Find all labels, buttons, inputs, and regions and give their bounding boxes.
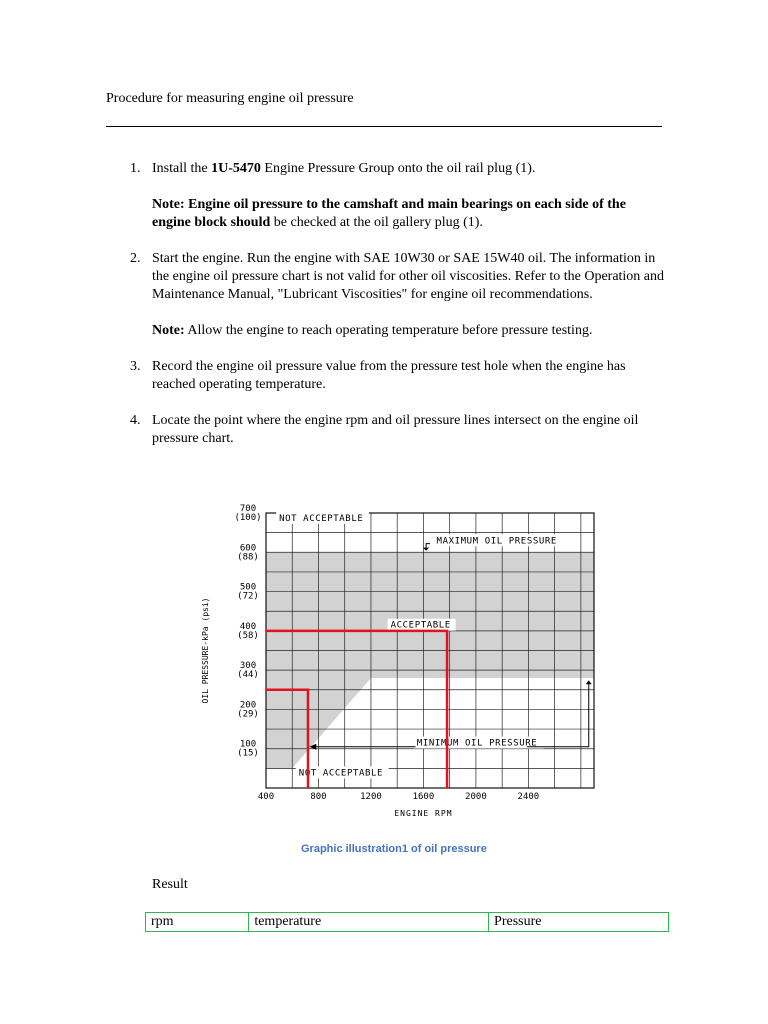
y-tick-label: 300 bbox=[239, 661, 257, 672]
step-number: 3. bbox=[130, 359, 141, 374]
x-tick-label: 800 bbox=[310, 792, 327, 802]
x-tick-label: 1200 bbox=[360, 792, 382, 802]
x-tick-label: 2400 bbox=[517, 792, 540, 802]
step-number: 1. bbox=[130, 161, 141, 176]
y-tick-label-psi: (44) bbox=[237, 670, 259, 681]
step-text: Record the engine oil pressure value from the pressure test hole when the engine has reached operating temperature. bbox=[152, 359, 626, 392]
label-not-acceptable-top: NOT ACCEPTABLE bbox=[279, 513, 364, 524]
result-label: Result bbox=[152, 877, 188, 892]
y-tick-label: 100 bbox=[239, 739, 257, 750]
step-note: Note: Allow the engine to reach operating temperature before pressure testing. bbox=[152, 323, 593, 338]
table-header-temperature: temperature bbox=[249, 913, 489, 932]
step-text: Install the 1U-5470 Engine Pressure Group onto the oil rail plug (1). bbox=[152, 161, 536, 176]
y-tick-label: 700 bbox=[239, 504, 257, 514]
label-maximum-oil-pressure: MAXIMUM OIL PRESSURE bbox=[436, 536, 557, 547]
x-tick-label: 1600 bbox=[412, 792, 435, 802]
part-number: 1U-5470 bbox=[211, 161, 261, 176]
table-header-rpm: rpm bbox=[146, 913, 249, 932]
y-tick-label: 500 bbox=[239, 582, 257, 593]
y-tick-label-psi: (58) bbox=[237, 630, 259, 641]
y-tick-label-psi: (72) bbox=[237, 591, 259, 602]
title-divider bbox=[106, 126, 662, 127]
step-text: Start the engine. Run the engine with SAE 10W30 or SAE 15W40 oil. The information in the engine oil pressure chart is not valid for other oil viscosities. Refer to the Operation and Maintenance Manual, "Lubricant Viscosities" for engine oil recommendations. bbox=[152, 251, 665, 302]
y-axis-label: OIL PRESSURE-kPa (psi) bbox=[201, 597, 210, 704]
chart-caption: Graphic illustration1 of oil pressure bbox=[301, 843, 487, 855]
oil-pressure-chart bbox=[196, 498, 606, 828]
label-acceptable: ACCEPTABLE bbox=[390, 620, 451, 631]
y-tick-label-psi: (29) bbox=[237, 709, 259, 720]
x-axis-label: ENGINE RPM bbox=[394, 809, 453, 818]
step-text: Locate the point where the engine rpm and oil pressure lines intersect on the engine oil pressure chart. bbox=[152, 413, 639, 446]
page-title: Procedure for measuring engine oil pressure bbox=[106, 91, 354, 106]
label-not-acceptable-bottom: NOT ACCEPTABLE bbox=[298, 768, 384, 779]
y-tick-label: 200 bbox=[239, 700, 257, 711]
y-tick-label-psi: (88) bbox=[237, 552, 259, 563]
x-tick-label: 2000 bbox=[465, 792, 487, 802]
x-tick-label: 400 bbox=[257, 792, 275, 802]
oil-pressure-chart-svg bbox=[196, 498, 606, 828]
step-number: 4. bbox=[130, 413, 141, 428]
step-2 bbox=[106, 250, 666, 340]
acceptable-band bbox=[266, 552, 594, 768]
step-3 bbox=[106, 358, 666, 394]
result-table bbox=[145, 912, 669, 932]
table-row bbox=[146, 913, 669, 932]
label-minimum-oil-pressure: MINIMUM OIL PRESSURE bbox=[416, 738, 538, 749]
y-tick-label: 400 bbox=[239, 621, 257, 632]
step-note: Note: Engine oil pressure to the camshaft and main bearings on each side of the engine block should be checked at the oil gallery plug (1). bbox=[152, 197, 626, 230]
step-number: 2. bbox=[130, 251, 141, 266]
minimum-arrow-up-head bbox=[586, 680, 592, 684]
procedure-steps bbox=[106, 160, 666, 466]
step-1 bbox=[106, 160, 666, 232]
y-tick-label-psi: (100) bbox=[234, 513, 262, 523]
table-header-pressure: Pressure bbox=[489, 913, 669, 932]
step-4 bbox=[106, 412, 666, 448]
maximum-arrow-head bbox=[423, 548, 429, 551]
y-tick-label: 600 bbox=[239, 543, 257, 554]
y-tick-label-psi: (15) bbox=[237, 748, 259, 759]
